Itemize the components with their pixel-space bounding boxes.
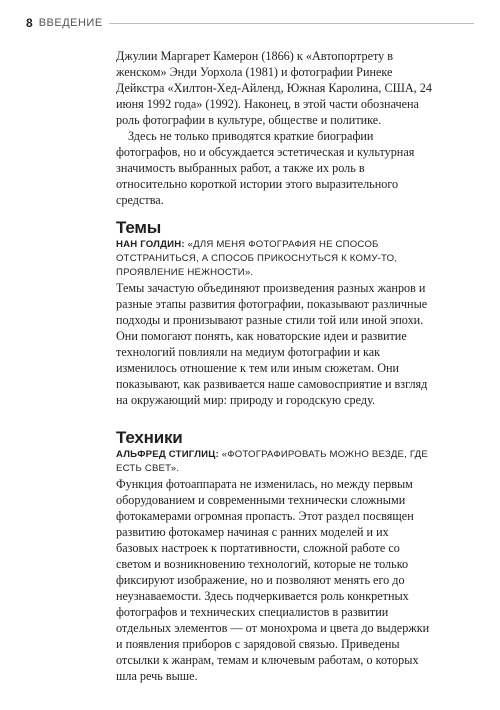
techniques-quote-author: АЛЬФРЕД СТИГЛИЦ: [116,449,219,460]
techniques-body: Функция фотоаппарата не изменилась, но между первым оборудованием и современными технически сложными фотокамерами огромная пропасть. Этот раздел посвящен развитию фотокамер начиная с ранних моделей и их базовых настроек к портативности, сложной работе со светом и возникновению технологий, которые не только фиксируют изображение, но и позволяют менять его до неузнаваемости. Здесь подчеркивается роль конкретных фотографов и технических специалистов в развитии отдельных элементов — от монохрома и цвета до выдержки и появления приборов с зарядовой связью. Приведены отсылки к жанрам, темам и ключевым работам, о которых шла речь выше. [116,477,430,683]
themes-body: Темы зачастую объединяют произведения разных жанров и разные этапы развития фотографии, показывают различные подходы и пронизывают разные стили той или иной эпохи. Они помогают понять, как новаторские идеи и развитие технологий повлияли на медиум фотографии и как изменилось отношение к тем или иным сюжетам. Они показывают, как развивается наше самовосприятие и взгляд на окружающий мир: природу и городскую среду. [116,281,428,407]
page-number: 8 [26,16,33,30]
techniques-heading: Техники [116,428,183,447]
techniques-quote-text: «ФОТОГРАФИРОВАТЬ МОЖНО ВЕЗДЕ, ГДЕ ЕСТЬ СВЕТ». [116,449,428,474]
section-title: ВВЕДЕНИЕ [38,17,103,29]
themes-quote [116,238,434,280]
intro-paragraph-1: Джулии Маргарет Камерон (1866) к «Автопортрету в женском» Энди Уорхола (1981) и фотографии Ринеке Дейкстра «Хилтон-Хед-Айленд, Южная Каролина, США, 24 июня 1992 года» (1992). Наконец, в этой части обозначена роль фотографии в культуре, обществе и политике. [116,49,432,127]
themes-quote-text: «ДЛЯ МЕНЯ ФОТОГРАФИЯ НЕ СПОСОБ ОТСТРАНИТЬСЯ, А СПОСОБ ПРИКОСНУТЬСЯ К КОМУ-ТО, ПРОЯВЛЕНИЕ НЕЖНОСТИ». [116,239,398,278]
intro-block [116,48,434,208]
intro-paragraph-2: Здесь не только приводятся краткие биографии фотографов, но и обсуждается эстетическая и культурная значимость выбранных работ, а также их роль в относительно короткой истории этого выразительного средства. [116,129,415,207]
techniques-section [116,428,434,684]
themes-heading: Темы [116,218,162,237]
text-column [116,48,434,684]
running-head [26,14,474,32]
techniques-quote [116,448,434,476]
header-rule [109,23,474,24]
themes-quote-author: НАН ГОЛДИН: [116,239,185,250]
themes-section [116,218,434,408]
